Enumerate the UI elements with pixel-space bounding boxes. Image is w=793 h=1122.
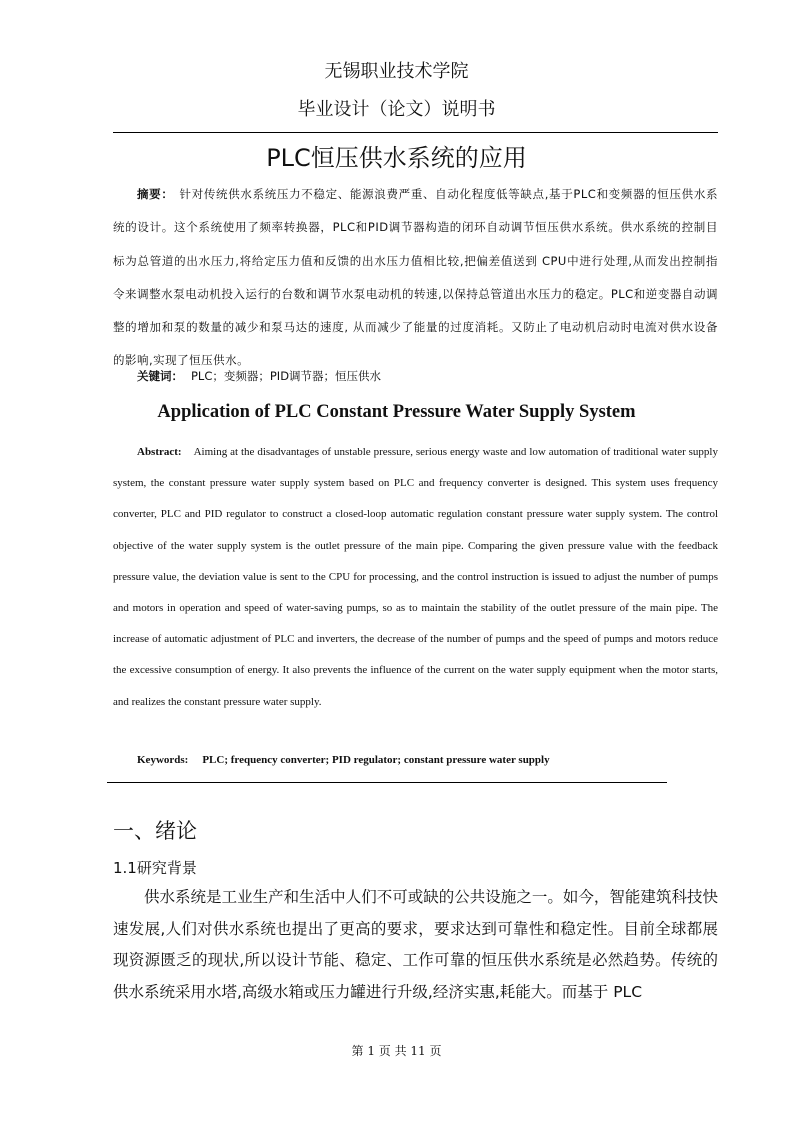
abstract-english-text: Aiming at the disadvantages of unstable pressure, serious energy waste and low automation of traditional water supply system, the constant pressure water supply system based on PLC and frequency converter is designed. This system uses frequency converter, PLC and PID regulator to construct a closed-loop automatic regulation constant pressure water supply system. The control objective of the water supply system is the outlet pressure of the main pipe. Comparing the given pressure value with the feedback pressure value, the deviation value is sent to the CPU for processing, and the control instruction is issued to adjust the number of pumps and motors in operation and speed of water-saving pumps, so as to maintain the stability of the outlet pressure of the main pipe. The increase of automatic adjustment of PLC and inverters, the decrease of the number of pumps and the speed of pumps and motors reduce the excessive consumption of energy. It also prevents the influence of the current on the water supply equipment when the motor starts, and realizes the constant pressure water supply. — [113, 446, 718, 708]
document-type: 毕业设计（论文）说明书 — [297, 99, 496, 120]
abstract-english — [113, 437, 718, 718]
keywords-chinese — [137, 368, 381, 384]
abstract-english-label: Abstract: — [137, 446, 182, 458]
abstract-chinese-text: 针对传统供水系统压力不稳定、能源浪费严重、自动化程度低等缺点,基于PLC和变频器的恒压供水系统的设计。这个系统使用了频率转换器，PLC和PID调节器构造的闭环自动调节恒压供水系统。供水系统的控制目标为总管道的出水压力,将给定压力值和反馈的出水压力值相比较,把偏差值送到 CPU中进行处理,从而发出控制指令来调整水泵电动机投入运行的台数和调节水泵电动机的转速,以保持总管道出水压力的稳定。PLC和逆变器自动调整的增加和泵的数量的减少和泵马达的速度, 从而减少了能量的过度消耗。又防止了电动机启动时电流对供水设备的影响,实现了恒压供水。 — [113, 187, 719, 368]
page-title-chinese: PLC恒压供水系统的应用 — [266, 144, 527, 172]
subsection-heading: 1.1研究背景 — [113, 859, 197, 877]
page-title-english: Application of PLC Constant Pressure Water Supply System — [157, 402, 636, 422]
page-footer: 第 1 页 共 11 页 — [351, 1044, 442, 1058]
keywords-chinese-label: 关键词： — [137, 369, 183, 383]
keywords-english-text: PLC; frequency converter; PID regulator; constant pressure water supply — [202, 754, 550, 766]
school-name: 无锡职业技术学院 — [324, 61, 469, 82]
keywords-chinese-text: PLC；变频器；PID调节器；恒压供水 — [191, 369, 382, 383]
keywords-english-label: Keywords: — [137, 754, 189, 766]
header-divider — [113, 132, 718, 133]
abstract-divider — [107, 782, 667, 783]
section-heading: 一、绪论 — [113, 819, 197, 843]
keywords-english — [137, 754, 550, 766]
abstract-chinese-label: 摘要： — [137, 187, 174, 201]
body-paragraph: 供水系统是工业生产和生活中人们不可或缺的公共设施之一。如今，智能建筑科技快速发展,人们对供水系统也提出了更高的要求，要求达到可靠性和稳定性。目前全球都展现资源匮乏的现状,所以设计节能、稳定、工作可靠的恒压供水系统是必然趋势。传统的供水系统采用水塔,高级水箱或压力罐进行升级,经济实惠,耗能大。而基于 PLC — [113, 888, 718, 1001]
abstract-chinese — [113, 178, 718, 378]
